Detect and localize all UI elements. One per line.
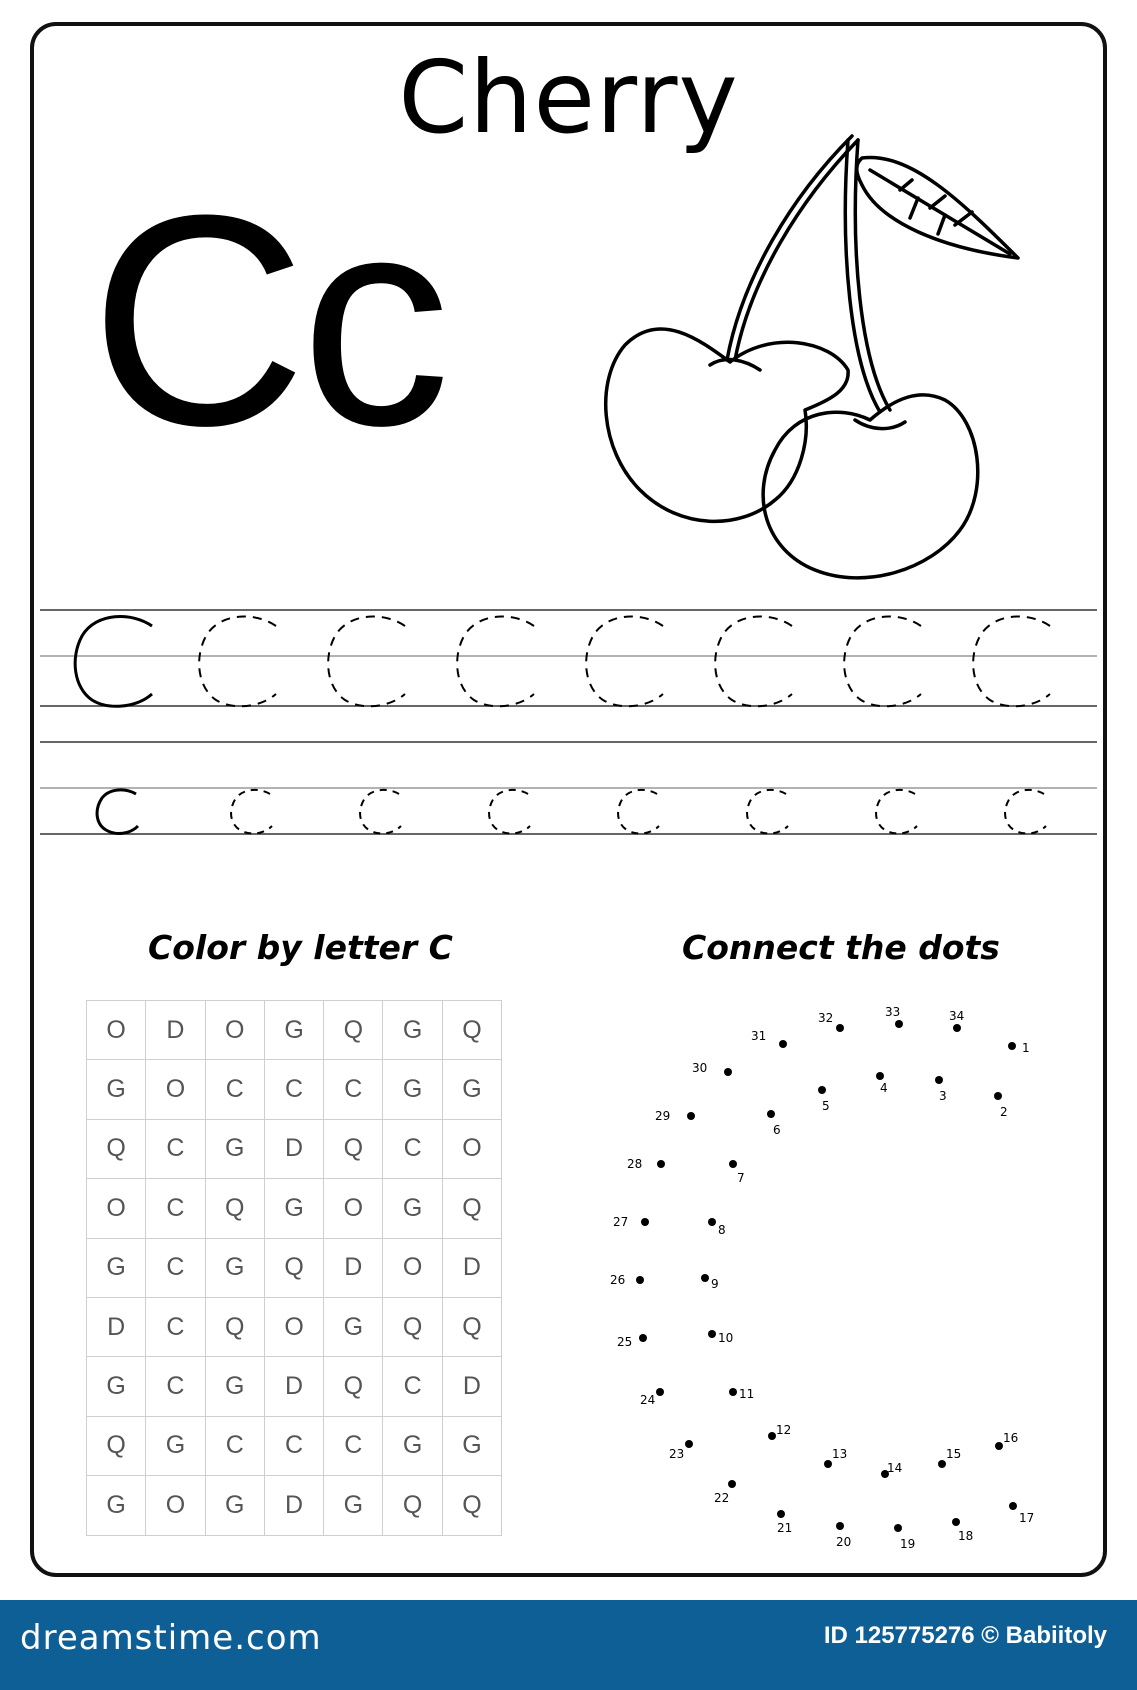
connect-the-dots-label: Connect the dots [682, 928, 1000, 967]
worksheet-title: Cherry [398, 39, 739, 156]
grid-cell[interactable]: D [87, 1297, 146, 1356]
dot[interactable] [636, 1276, 644, 1284]
grid-cell[interactable]: G [146, 1416, 205, 1475]
grid-cell[interactable]: C [146, 1238, 205, 1297]
grid-cell[interactable]: Q [383, 1297, 442, 1356]
grid-cell[interactable]: D [442, 1357, 501, 1416]
dot[interactable] [1009, 1502, 1017, 1510]
grid-cell[interactable]: G [87, 1357, 146, 1416]
color-by-letter-label: Color by letter C [148, 928, 453, 967]
grid-cell[interactable]: G [324, 1297, 383, 1356]
grid-cell[interactable]: Q [205, 1179, 264, 1238]
dot-label: 25 [617, 1335, 633, 1349]
dot-label: 21 [777, 1521, 793, 1535]
grid-cell[interactable]: O [264, 1297, 323, 1356]
dot-label: 19 [900, 1537, 916, 1551]
dashed-lowercase-c [360, 790, 401, 834]
grid-cell[interactable]: O [324, 1179, 383, 1238]
grid-cell[interactable]: G [205, 1119, 264, 1178]
dashed-uppercase-c [844, 617, 921, 707]
dot-label: 27 [613, 1215, 629, 1229]
dot-label: 16 [1003, 1431, 1019, 1445]
dot-label: 22 [714, 1491, 730, 1505]
dot[interactable] [767, 1110, 775, 1118]
dot[interactable] [824, 1460, 832, 1468]
dot-label: 3 [939, 1089, 947, 1103]
dot-label: 2 [1000, 1105, 1008, 1119]
dot-label: 18 [958, 1529, 974, 1543]
cherry-illustration [600, 130, 1040, 580]
dot-label: 17 [1019, 1511, 1035, 1525]
dot[interactable] [876, 1072, 884, 1080]
grid-cell[interactable]: G [264, 1179, 323, 1238]
dot[interactable] [818, 1086, 826, 1094]
grid-cell[interactable]: O [146, 1060, 205, 1119]
grid-cell[interactable]: O [205, 1001, 264, 1060]
grid-cell[interactable]: G [442, 1060, 501, 1119]
grid-cell[interactable]: G [383, 1179, 442, 1238]
dot-label: 12 [776, 1423, 792, 1437]
grid-row [87, 1179, 502, 1238]
grid-cell[interactable]: O [87, 1179, 146, 1238]
grid-cell[interactable]: G [383, 1001, 442, 1060]
grid-cell[interactable]: Q [324, 1001, 383, 1060]
dot[interactable] [639, 1334, 647, 1342]
grid-row [87, 1119, 502, 1178]
dot[interactable] [995, 1442, 1003, 1450]
grid-cell[interactable]: Q [442, 1001, 501, 1060]
dot-label: 10 [718, 1331, 734, 1345]
connect-the-dots-puzzle [600, 990, 1060, 1560]
grid-cell[interactable]: Q [383, 1476, 442, 1535]
grid-cell[interactable]: C [205, 1060, 264, 1119]
dot-label: 13 [832, 1447, 848, 1461]
dot[interactable] [708, 1330, 716, 1338]
grid-cell[interactable]: D [264, 1476, 323, 1535]
grid-cell[interactable]: C [264, 1060, 323, 1119]
dot[interactable] [708, 1218, 716, 1226]
grid-cell[interactable]: G [383, 1060, 442, 1119]
dot[interactable] [777, 1510, 785, 1518]
dot[interactable] [1008, 1042, 1016, 1050]
dot-label: 34 [949, 1009, 965, 1023]
dot[interactable] [685, 1440, 693, 1448]
grid-cell[interactable]: D [442, 1238, 501, 1297]
grid-cell[interactable]: O [442, 1119, 501, 1178]
dashed-lowercase-c [231, 790, 272, 834]
grid-cell[interactable]: D [264, 1357, 323, 1416]
dot-label: 15 [946, 1447, 962, 1461]
footer-image-id: ID 125775276 © Babiitoly [823, 1622, 1107, 1649]
dot[interactable] [657, 1160, 665, 1168]
grid-row [87, 1297, 502, 1356]
dot[interactable] [952, 1518, 960, 1526]
grid-cell[interactable]: G [87, 1238, 146, 1297]
dot-label: 24 [640, 1393, 656, 1407]
dot-label: 7 [737, 1171, 745, 1185]
dot[interactable] [641, 1218, 649, 1226]
dot-label: 31 [751, 1029, 767, 1043]
dot[interactable] [836, 1024, 844, 1032]
grid-cell[interactable]: Q [205, 1297, 264, 1356]
dot[interactable] [894, 1524, 902, 1532]
lowercase-trace-row [40, 738, 1097, 838]
dot-label: 9 [711, 1277, 719, 1291]
grid-cell[interactable]: C [264, 1416, 323, 1475]
dot[interactable] [935, 1076, 943, 1084]
dashed-uppercase-c [457, 617, 534, 707]
dot-label: 6 [773, 1123, 781, 1137]
grid-cell[interactable]: C [324, 1060, 383, 1119]
grid-row [87, 1238, 502, 1297]
dot[interactable] [656, 1388, 664, 1396]
dot-label: 14 [887, 1461, 903, 1475]
dashed-uppercase-c [586, 617, 663, 707]
dot[interactable] [895, 1020, 903, 1028]
dot-label: 23 [669, 1447, 685, 1461]
dot-label: 20 [836, 1535, 852, 1549]
grid-cell[interactable]: C [324, 1416, 383, 1475]
grid-cell[interactable]: C [146, 1357, 205, 1416]
dot[interactable] [768, 1432, 776, 1440]
dot-label: 29 [655, 1109, 671, 1123]
dot[interactable] [729, 1388, 737, 1396]
grid-row [87, 1060, 502, 1119]
grid-cell[interactable]: C [146, 1119, 205, 1178]
dot-label: 32 [818, 1011, 834, 1025]
color-by-letter-grid [86, 1000, 502, 1536]
grid-cell[interactable]: Q [87, 1119, 146, 1178]
grid-cell[interactable]: G [264, 1001, 323, 1060]
dashed-lowercase-c [618, 790, 659, 834]
dot[interactable] [724, 1068, 732, 1076]
dashed-lowercase-c [1005, 790, 1046, 834]
dot-label: 4 [880, 1081, 888, 1095]
dot[interactable] [938, 1460, 946, 1468]
dashed-uppercase-c [715, 617, 792, 707]
grid-cell[interactable]: C [383, 1357, 442, 1416]
dashed-uppercase-c [199, 617, 276, 707]
grid-cell[interactable]: Q [324, 1119, 383, 1178]
grid-cell[interactable]: O [146, 1476, 205, 1535]
dot[interactable] [701, 1274, 709, 1282]
grid-row [87, 1416, 502, 1475]
dashed-uppercase-c [328, 617, 405, 707]
big-letter-pair: Cc [90, 152, 445, 488]
grid-cell[interactable]: G [442, 1416, 501, 1475]
dot[interactable] [994, 1092, 1002, 1100]
dot-label: 28 [627, 1157, 643, 1171]
solid-lowercase-c [97, 790, 138, 834]
grid-cell[interactable]: O [87, 1001, 146, 1060]
grid-cell[interactable]: C [383, 1119, 442, 1178]
grid-row [87, 1357, 502, 1416]
footer-brand: dreamstime.com [20, 1618, 322, 1658]
grid-cell[interactable]: D [324, 1238, 383, 1297]
grid-cell[interactable]: C [205, 1416, 264, 1475]
dot-label: 30 [692, 1061, 708, 1075]
footer-bar [0, 1600, 1137, 1690]
grid-cell[interactable]: Q [87, 1416, 146, 1475]
cherry-right [763, 395, 978, 578]
dot-label: 8 [718, 1223, 726, 1237]
dot[interactable] [779, 1040, 787, 1048]
grid-cell[interactable]: Q [442, 1297, 501, 1356]
dashed-lowercase-c [489, 790, 530, 834]
dot-label: 33 [885, 1005, 901, 1019]
dot[interactable] [729, 1160, 737, 1168]
grid-cell[interactable]: D [146, 1001, 205, 1060]
dot[interactable] [687, 1112, 695, 1120]
dot-label: 5 [822, 1099, 830, 1113]
grid-row [87, 1476, 502, 1535]
grid-cell[interactable]: Q [442, 1179, 501, 1238]
grid-cell[interactable]: Q [324, 1357, 383, 1416]
dashed-uppercase-c [973, 617, 1050, 707]
dot[interactable] [728, 1480, 736, 1488]
grid-cell[interactable]: G [87, 1060, 146, 1119]
grid-cell[interactable]: C [146, 1297, 205, 1356]
dot[interactable] [953, 1024, 961, 1032]
grid-cell[interactable]: G [87, 1476, 146, 1535]
grid-cell[interactable]: D [264, 1119, 323, 1178]
grid-cell[interactable]: O [383, 1238, 442, 1297]
grid-cell[interactable]: G [324, 1476, 383, 1535]
uppercase-trace-row [40, 606, 1097, 716]
grid-cell[interactable]: G [205, 1476, 264, 1535]
dot-label: 26 [610, 1273, 626, 1287]
dot-label: 11 [739, 1387, 755, 1401]
grid-cell[interactable]: Q [442, 1476, 501, 1535]
grid-cell[interactable]: G [205, 1238, 264, 1297]
grid-cell[interactable]: Q [264, 1238, 323, 1297]
dashed-lowercase-c [747, 790, 788, 834]
grid-row [87, 1001, 502, 1060]
cherry-stem-left [735, 140, 858, 360]
dashed-lowercase-c [876, 790, 917, 834]
grid-cell[interactable]: G [383, 1416, 442, 1475]
solid-uppercase-c [75, 617, 152, 707]
grid-cell[interactable]: G [205, 1357, 264, 1416]
grid-cell[interactable]: C [146, 1179, 205, 1238]
dot[interactable] [836, 1522, 844, 1530]
dot-label: 1 [1022, 1041, 1030, 1055]
